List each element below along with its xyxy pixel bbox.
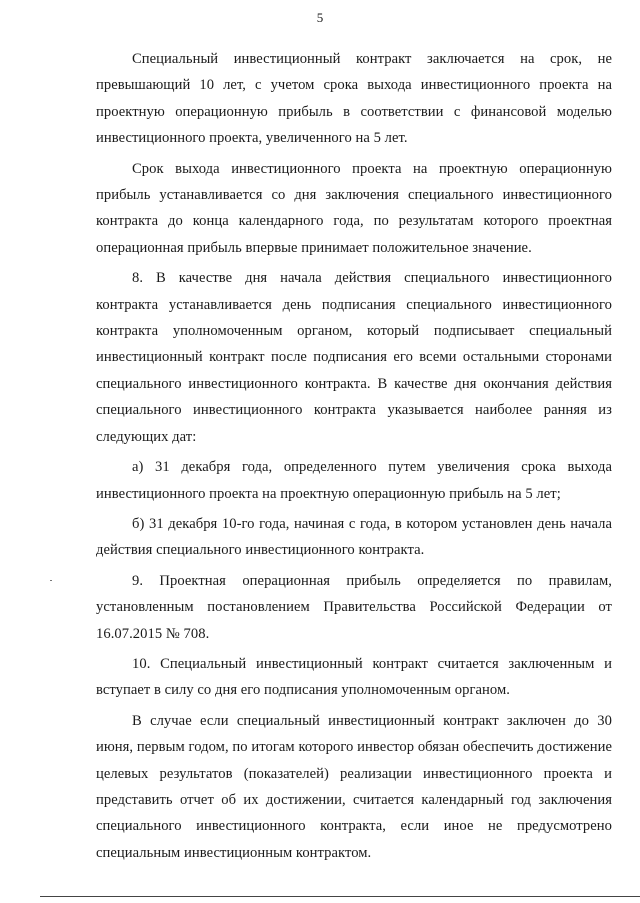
paragraph-item-9: 9. Проектная операционная прибыль определяется по правилам, установленным постановлением Правительства Российской Федерации от 16.07.2015 № 708. [96, 572, 612, 642]
paragraph-item-8: 8. В качестве дня начала действия специального инвестиционного контракта устанавливается день подписания специального инвестиционного контракта уполномоченным органом, который подписывает специальный инвестиционный контракт после подписания его всеми остальными сторонами специального инвестиционного контракта. В качестве дня окончания действия специального инвестиционного контракта указывается наиболее ранняя из следующих дат: [96, 270, 612, 445]
paragraph-item-8-a: а) 31 декабря года, определенного путем увеличения срока выхода инвестиционного проекта на проектную операционную прибыль на 5 лет; [96, 459, 612, 502]
paragraph-item-8-b: б) 31 декабря 10-го года, начиная с года, в котором установлен день начала действия специального инвестиционного контракта. [96, 515, 612, 559]
page-bottom-rule [40, 896, 640, 897]
paragraph-item-10: 10. Специальный инвестиционный контракт считается заключенным и вступает в силу со дня его подписания уполномоченным органом. [96, 655, 612, 699]
document-body [96, 46, 612, 870]
paragraph-profit-term: Срок выхода инвестиционного проекта на проектную операционную прибыль устанавливается со дня заключения специального инвестиционного контракта до конца календарного года, по результатам которого проектная операционная прибыль впервые принимает положительное значение. [96, 160, 612, 256]
paragraph-first-year: В случае если специальный инвестиционный контракт заключен до 30 июня, первым годом, по итогам которого инвестор обязан обеспечить достижение целевых результатов (показателей) реализации инвестиционного проекта и представить отчет об их достижении, считается календарный год заключения специального инвестиционного контракта, если иное не предусмотрено специальным инвестиционным контрактом. [96, 712, 612, 861]
paragraph-contract-term: Специальный инвестиционный контракт заключается на срок, не превышающий 10 лет, с учетом срока выхода инвестиционного проекта на проектную операционную прибыль в соответствии с финансовой моделью инвестиционного проекта, увеличенного на 5 лет. [96, 51, 612, 147]
page-number: 5 [316, 10, 324, 25]
scan-artifact [50, 580, 52, 581]
